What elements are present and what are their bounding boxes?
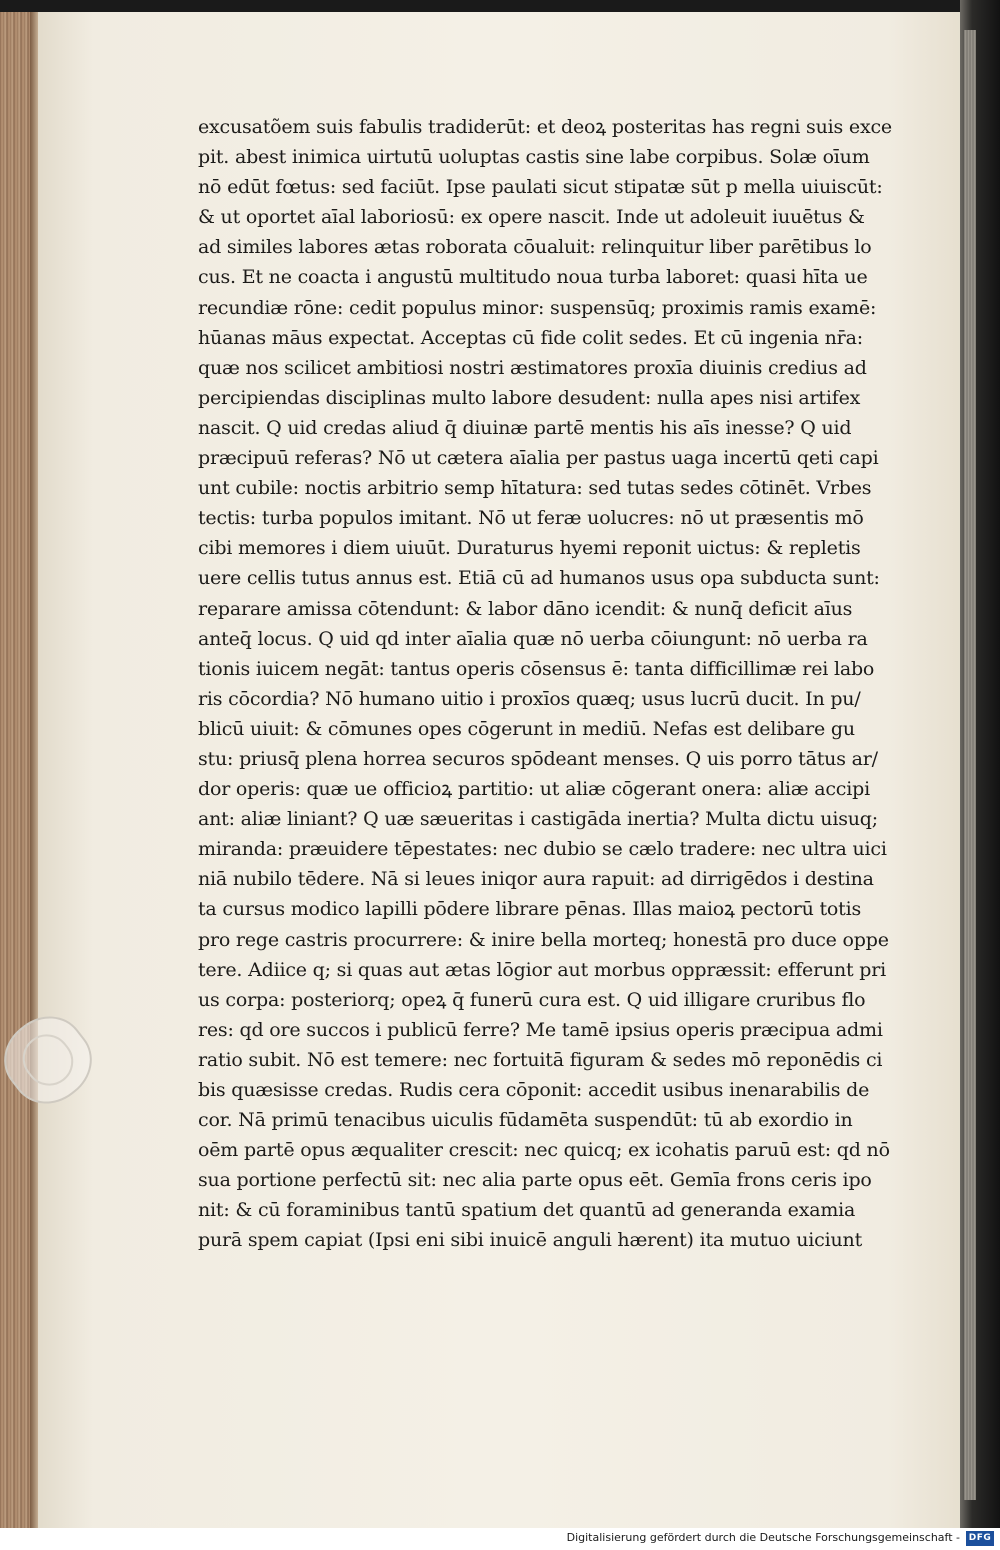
- text-line: res: qd ore succos i publicū ferre? Me tamē ipsius operis præcipua admi: [198, 1018, 883, 1041]
- text-line: cus. Et ne coacta i angustū multitudo noua turba laboret: quasi hīta ue: [198, 266, 868, 289]
- text-line: miranda: præuidere tēpestates: nec dubio se cælo tradere: nec ultra uici: [198, 838, 887, 861]
- text-line: tere. Adiice q; si quas aut ætas lōgior aut morbus oppræssit: efferunt pri: [198, 958, 887, 981]
- text-line: pro rege castris procurrere: & inire bella morteq; honestā pro duce oppe: [198, 928, 889, 951]
- text-line: ta cursus modico lapilli pōdere librare pēnas. Illas maioꝝ pectorū totis: [198, 898, 862, 921]
- text-line: ad similes labores ætas roborata cōualuit: relinquitur liber parētibus lo: [198, 236, 872, 259]
- text-line: excusatõem suis fabulis tradiderūt: et deoꝝ posteritas has regni suis exce: [198, 116, 892, 138]
- dfg-logo-icon: DFG: [966, 1531, 994, 1546]
- text-line: pit. abest inimica uirtutū uoluptas castis sine labe corpibus. Solæ oīum: [198, 146, 870, 169]
- text-line: nō edūt fœtus: sed faciūt. Ipse paulati sicut stipatæ sūt p mella uiuiscūt:: [198, 176, 883, 199]
- text-line: recundiæ rōne: cedit populus minor: suspensūq; proximis ramis examē:: [198, 296, 877, 319]
- book-edge-right: [960, 0, 1000, 1528]
- text-line: ris cōcordia? Nō humano uitio i proxīos quæq; usus lucrū ducit. In pu/: [198, 687, 861, 710]
- text-line: nascit. Q uid credas aliud q̄ diuinæ partē mentis his aīs inesse? Q uid: [198, 416, 852, 439]
- text-line: nit: & cū foraminibus tantū spatium det quantū ad generanda examia: [198, 1199, 856, 1222]
- footer-bar: [0, 1528, 1000, 1550]
- text-line: oēm partē opus æqualiter crescit: nec quicq; ex icohatis paruū est: qd nō: [198, 1139, 890, 1162]
- text-line: uere cellis tutus annus est. Etiā cū ad humanos usus opa subducta sunt:: [198, 567, 880, 590]
- text-line: anteq̄ locus. Q uid qd inter aīalia quæ nō uerba cōiungunt: nō uerba ra: [198, 627, 868, 650]
- text-line: percipiendas disciplinas multo labore desudent: nulla apes nisi artifex: [198, 386, 861, 409]
- text-line: bis quæsisse credas. Rudis cera cōponit: accedit usibus inenarabilis de: [198, 1079, 870, 1101]
- text-line: ratio subit. Nō est temere: nec fortuitā figuram & sedes mō reponēdis ci: [198, 1048, 883, 1071]
- text-line: us corpa: posteriorq; opeꝝ q̄ funerū cura est. Q uid illigare cruribus flo: [198, 988, 866, 1011]
- funding-credit: Digitalisierung gefördert durch die Deutsche Forschungsgemeinschaft -: [566, 1531, 960, 1544]
- text-line: hūanas māus expectat. Acceptas cū fide colit sedes. Et cū ingenia nr̄a:: [198, 326, 863, 349]
- page-stack-edge: [964, 30, 976, 1500]
- text-line: sua portione perfectū sit: nec alia parte opus eēt. Gemīa frons ceris ipo: [198, 1169, 872, 1192]
- text-line: tectis: turba populos imitant. Nō ut feræ uolucres: nō ut præsentis mō: [198, 507, 864, 530]
- text-line: cibi memores i diem uiuūt. Duraturus hyemi reponit uictus: & repletis: [198, 537, 861, 560]
- text-line: & ut oportet aīal laboriosū: ex opere nascit. Inde ut adoleuit iuuētus &: [198, 206, 865, 229]
- text-line: stu: priusq̄ plena horrea securos spōdeant menses. Q uis porro tātus ar/: [198, 747, 878, 770]
- text-line: dor operis: quæ ue officioꝝ partitio: ut aliæ cōgerant onera: aliæ accipi: [198, 778, 870, 801]
- text-line: blicū uiuit: & cōmunes opes cōgerunt in mediū. Nefas est delibare gu: [198, 717, 855, 740]
- text-line: cor. Nā primū tenacibus uiculis fūdamēta suspendūt: tū ab exordio in: [198, 1109, 853, 1132]
- text-line: niā nubilo tēdere. Nā si leues iniqor aura rapuit: ad dirrigēdos i destina: [198, 868, 874, 891]
- text-line: ant: aliæ liniant? Q uæ sæueritas i castigāda inertia? Multa dictu uisuq;: [198, 808, 878, 831]
- text-line: purā spem capiat (Ipsi eni sibi inuicē anguli hærent) ita mutuo uiciunt: [198, 1229, 863, 1252]
- page-text: [198, 112, 898, 1256]
- text-line: quæ nos scilicet ambitiosi nostri æstimatores proxīa diuinis credius ad: [198, 356, 867, 379]
- text-line: unt cubile: noctis arbitrio semp hītatura: sed tutas sedes cōtinēt. Vrbes: [198, 477, 872, 500]
- text-line: tionis iuicem negāt: tantus operis cōsensus ē: tanta difficillimæ rei labo: [198, 657, 875, 680]
- text-line: reparare amissa cōtendunt: & labor dāno icendit: & nunq̄ deficit aīus: [198, 597, 853, 620]
- text-line: præcipuū referas? Nō ut cætera aīalia per pastus uaga incertū qeti capi: [198, 447, 879, 470]
